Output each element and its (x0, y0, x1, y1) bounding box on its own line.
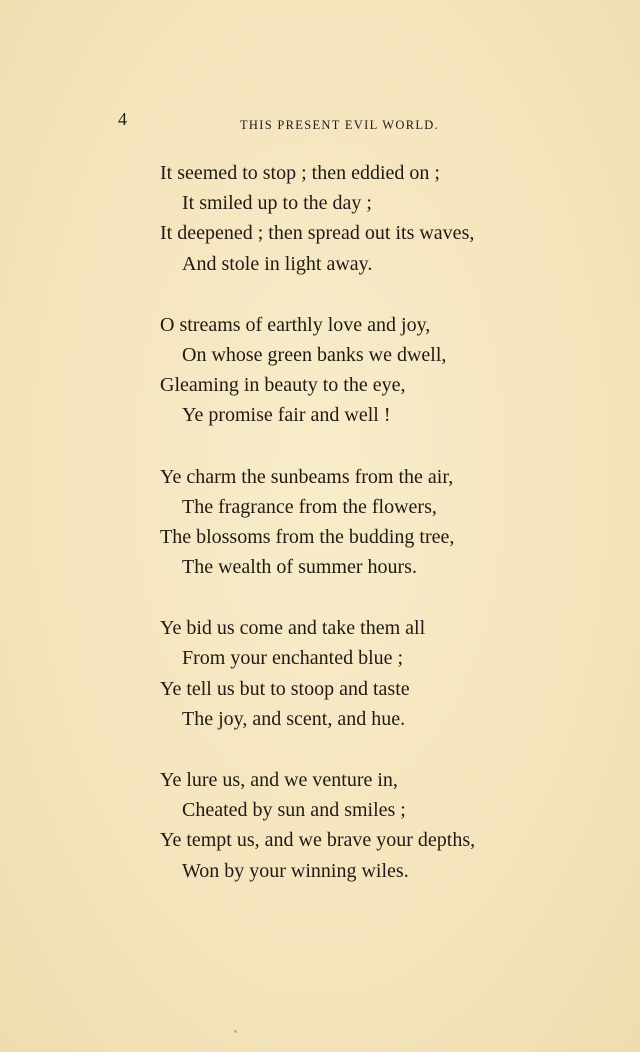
poem-line: Gleaming in beauty to the eye, (160, 374, 406, 397)
running-title: THIS PRESENT EVIL WORLD. (240, 118, 440, 132)
poem-line: It smiled up to the day ; (182, 192, 372, 215)
poem-line: It seemed to stop ; then eddied on ; (160, 162, 440, 184)
poem-line: Won by your winning wiles. (182, 859, 409, 882)
stanza-3 (160, 462, 600, 583)
poem-line: Cheated by sun and smiles ; (182, 799, 406, 822)
poem-line: O streams of earthly love and joy, (160, 313, 431, 336)
poem-line: The blossoms from the budding tree, (160, 525, 455, 548)
stanza-4 (160, 613, 600, 734)
poem-line: It deepened ; then spread out its waves, (160, 222, 475, 245)
poem-line: On whose green banks we dwell, (182, 343, 447, 366)
paper-speck (234, 1030, 237, 1033)
poem-line: Ye tell us but to stoop and taste (160, 677, 410, 700)
page-number: 4 (118, 109, 127, 129)
poem-line: The fragrance from the flowers, (182, 495, 437, 518)
poem-line: From your enchanted blue ; (182, 647, 404, 670)
poem-line: Ye bid us come and take them all (160, 617, 426, 640)
stanza-1 (160, 158, 600, 279)
poem-line: Ye promise fair and well ! (182, 404, 391, 427)
poem (160, 158, 600, 917)
poem-line: And stole in light away. (182, 252, 373, 275)
poem-line: Ye lure us, and we venture in, (160, 769, 398, 791)
poem-line: Ye charm the sunbeams from the air, (160, 465, 454, 488)
poem-line: The wealth of summer hours. (182, 556, 417, 579)
stanza-2 (160, 310, 600, 431)
poem-line: Ye tempt us, and we brave your depths, (160, 829, 476, 852)
stanza-5 (160, 765, 600, 886)
poem-line: The joy, and scent, and hue. (182, 707, 406, 730)
